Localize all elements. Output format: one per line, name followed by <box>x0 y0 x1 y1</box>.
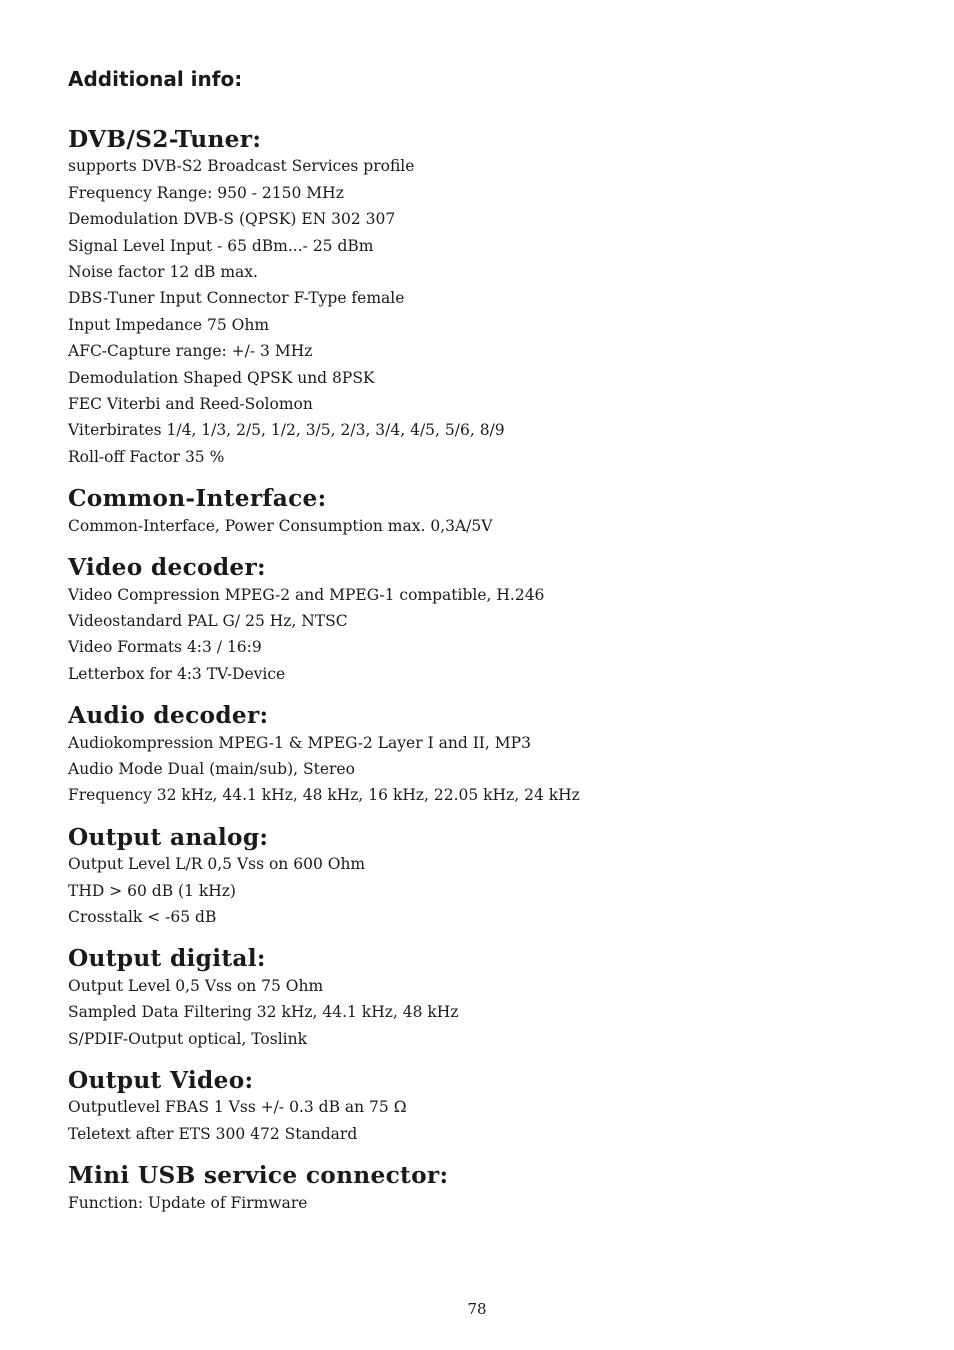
spec-list <box>68 973 888 1052</box>
spec-list <box>68 1190 888 1216</box>
section-dvb-s2-tuner <box>68 127 888 470</box>
spec-line: Output Level L/R 0,5 Vss on 600 Ohm <box>68 855 366 874</box>
spec-line: AFC-Capture range: +/- 3 MHz <box>68 342 313 361</box>
section-heading: Common-Interface: <box>68 485 327 513</box>
spec-line: Sampled Data Filtering 32 kHz, 44.1 kHz, 48 kHz <box>68 1003 459 1022</box>
spec-line: Crosstalk < -65 dB <box>68 907 217 926</box>
spec-line: Common-Interface, Power Consumption max. 0,3A/5V <box>68 516 493 535</box>
section-mini-usb-service-connector <box>68 1163 888 1216</box>
spec-list <box>68 582 888 688</box>
spec-line: FEC Viterbi and Reed-Solomon <box>68 395 313 414</box>
spec-line: Videostandard PAL G/ 25 Hz, NTSC <box>68 611 348 630</box>
spec-line: Video Compression MPEG-2 and MPEG-1 compatible, H.246 <box>68 585 545 604</box>
section-common-interface <box>68 486 888 539</box>
spec-line: Frequency 32 kHz, 44.1 kHz, 48 kHz, 16 kHz, 22.05 kHz, 24 kHz <box>68 786 580 805</box>
section-heading: Output analog: <box>68 823 269 851</box>
section-output-analog <box>68 825 888 931</box>
spec-list <box>68 730 888 809</box>
section-heading: Video decoder: <box>68 554 266 582</box>
spec-line: Viterbirates 1/4, 1/3, 2/5, 1/2, 3/5, 2/3, 3/4, 4/5, 5/6, 8/9 <box>68 421 505 440</box>
section-heading: Output Video: <box>68 1067 254 1094</box>
spec-line: Output Level 0,5 Vss on 75 Ohm <box>68 976 324 995</box>
section-heading: Output digital: <box>68 945 266 973</box>
section-output-digital <box>68 946 888 1052</box>
spec-content <box>68 127 888 1232</box>
section-audio-decoder <box>68 703 888 809</box>
spec-line: Teletext after ETS 300 472 Standard <box>68 1124 358 1143</box>
spec-line: Input Impedance 75 Ohm <box>68 315 270 334</box>
spec-line: Audiokompression MPEG-1 & MPEG-2 Layer I and II, MP3 <box>68 733 531 752</box>
section-output-video <box>68 1068 888 1147</box>
spec-line: Signal Level Input - 65 dBm...- 25 dBm <box>68 236 374 255</box>
spec-line: Outputlevel FBAS 1 Vss +/- 0.3 dB an 75 Ω <box>68 1098 407 1117</box>
spec-line: Audio Mode Dual (main/sub), Stereo <box>68 759 355 778</box>
page-title: Additional info: <box>68 67 243 91</box>
spec-list <box>68 513 888 539</box>
spec-line: Function: Update of Firmware <box>68 1193 308 1212</box>
spec-line: Frequency Range: 950 - 2150 MHz <box>68 183 344 202</box>
section-heading: Mini USB service connector: <box>68 1162 449 1190</box>
spec-list <box>68 851 888 930</box>
spec-line: Roll-off Factor 35 % <box>68 447 225 466</box>
spec-line: S/PDIF-Output optical, Toslink <box>68 1029 307 1048</box>
section-heading: Audio decoder: <box>68 702 269 730</box>
section-video-decoder <box>68 555 888 687</box>
spec-line: Demodulation DVB-S (QPSK) EN 302 307 <box>68 210 396 229</box>
spec-line: Noise factor 12 dB max. <box>68 263 258 282</box>
spec-list <box>68 1094 888 1147</box>
section-heading: DVB/S2-Tuner: <box>68 126 262 153</box>
spec-line: supports DVB-S2 Broadcast Services profile <box>68 157 415 176</box>
spec-line: Letterbox for 4:3 TV-Device <box>68 664 286 683</box>
spec-line: Demodulation Shaped QPSK und 8PSK <box>68 368 375 387</box>
spec-list <box>68 153 888 470</box>
spec-line: DBS-Tuner Input Connector F-Type female <box>68 289 405 308</box>
spec-line: THD > 60 dB (1 kHz) <box>68 881 236 900</box>
spec-line: Video Formats 4:3 / 16:9 <box>68 638 262 657</box>
page-number: 78 <box>467 1300 487 1318</box>
